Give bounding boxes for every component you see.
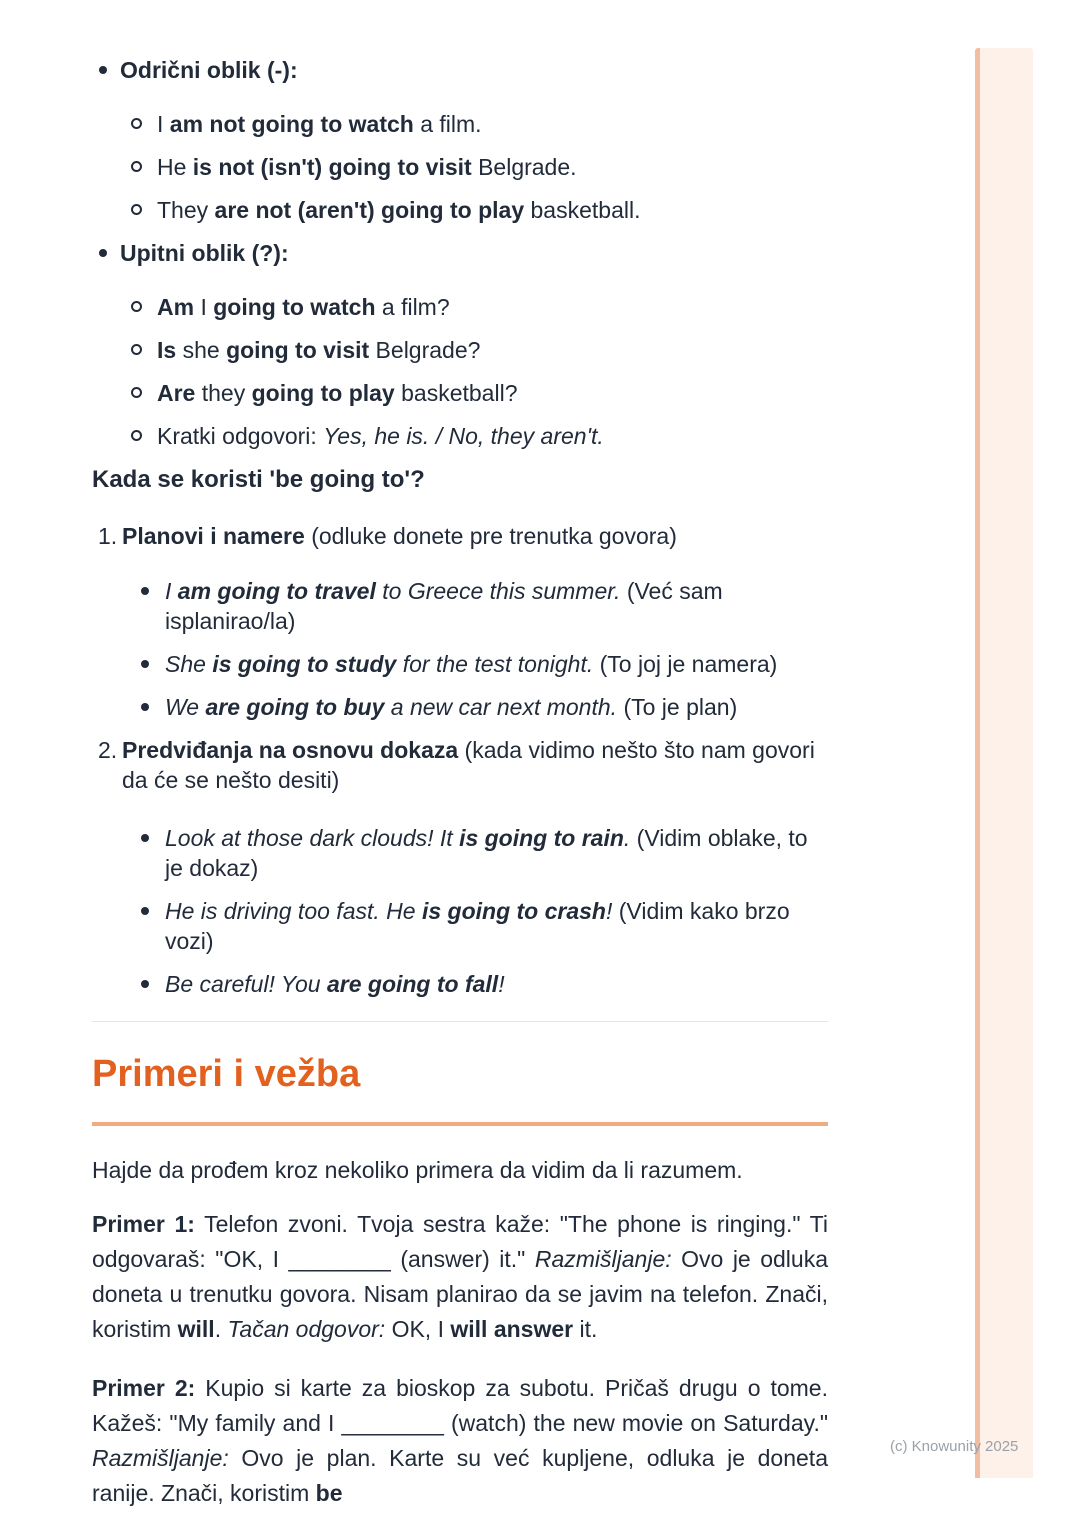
usage-item-2 xyxy=(92,735,828,999)
page-edge-strip xyxy=(975,48,1033,1478)
list-item: He is driving too fast. He is going to crash! (Vidim kako brzo vozi) xyxy=(92,896,828,956)
question-examples-list xyxy=(92,292,828,451)
list-item: I am going to travel to Greece this summer. (Već sam isplanirao/la) xyxy=(92,576,828,636)
list-item: We are going to buy a new car next month. (To je plan) xyxy=(92,692,828,722)
usage-list xyxy=(92,521,828,999)
example-paragraph-2: Primer 2: Kupio si karte za bioskop za subotu. Pričaš drugu o tome. Kažeš: "My family and I ________ (watch) the new movie on Saturday." Razmišljanje: Ovo je plan. Karte su već kupljene, odluka je doneta ranije. Znači, koristim be xyxy=(92,1375,828,1506)
usage-heading: Kada se koristi 'be going to'? xyxy=(92,466,425,493)
example-paragraph-1: Primer 1: Telefon zvoni. Tvoja sestra kaže: "The phone is ringing." Ti odgovaraš: "OK, I ________ (answer) it." Razmišljanje: Ovo je odluka doneta u trenutku govora. Nisam planirao da se javim na telefon. Znači, koristim will. Tačan odgovor: OK, I will answer it. xyxy=(92,1211,828,1342)
document-content xyxy=(92,55,828,1511)
negative-form-title: Odrični oblik (-): xyxy=(92,55,828,85)
negative-form-section xyxy=(92,55,828,225)
list-item: Be careful! You are going to fall! xyxy=(92,969,828,999)
negative-examples-list xyxy=(92,109,828,225)
list-item: They are not (aren't) going to play basketball. xyxy=(92,195,828,225)
list-item: She is going to study for the test tonight. (To joj je namera) xyxy=(92,649,828,679)
usage-examples-list xyxy=(92,823,828,999)
list-item: Is she going to visit Belgrade? xyxy=(92,335,828,365)
list-item: He is not (isn't) going to visit Belgrade. xyxy=(92,152,828,182)
usage-item-title: Planovi i namere (odluke donete pre trenutka govora) xyxy=(122,523,677,549)
question-form-title: Upitni oblik (?): xyxy=(92,238,828,268)
practice-intro: Hajde da prođem kroz nekoliko primera da vidim da li razumem. xyxy=(92,1157,743,1183)
list-item: Look at those dark clouds! It is going to rain. (Vidim oblake, to je dokaz) xyxy=(92,823,828,883)
list-item: Am I going to watch a film? xyxy=(92,292,828,322)
section-divider xyxy=(92,1021,828,1022)
list-item: Are they going to play basketball? xyxy=(92,378,828,408)
usage-item-1 xyxy=(92,521,828,722)
usage-item-title: Predviđanja na osnovu dokaza (kada vidimo nešto što nam govori da će se nešto desiti) xyxy=(122,737,815,793)
list-item: Kratki odgovori: Yes, he is. / No, they aren't. xyxy=(92,421,828,451)
copyright-watermark: (c) Knowunity 2025 xyxy=(890,1438,1019,1455)
list-number: 1. xyxy=(98,523,118,549)
list-item: I am not going to watch a film. xyxy=(92,109,828,139)
practice-heading: Primeri i vežba xyxy=(92,1051,828,1126)
list-number: 2. xyxy=(98,737,118,763)
usage-examples-list xyxy=(92,576,828,722)
question-form-section xyxy=(92,238,828,451)
forms-list xyxy=(92,55,828,451)
